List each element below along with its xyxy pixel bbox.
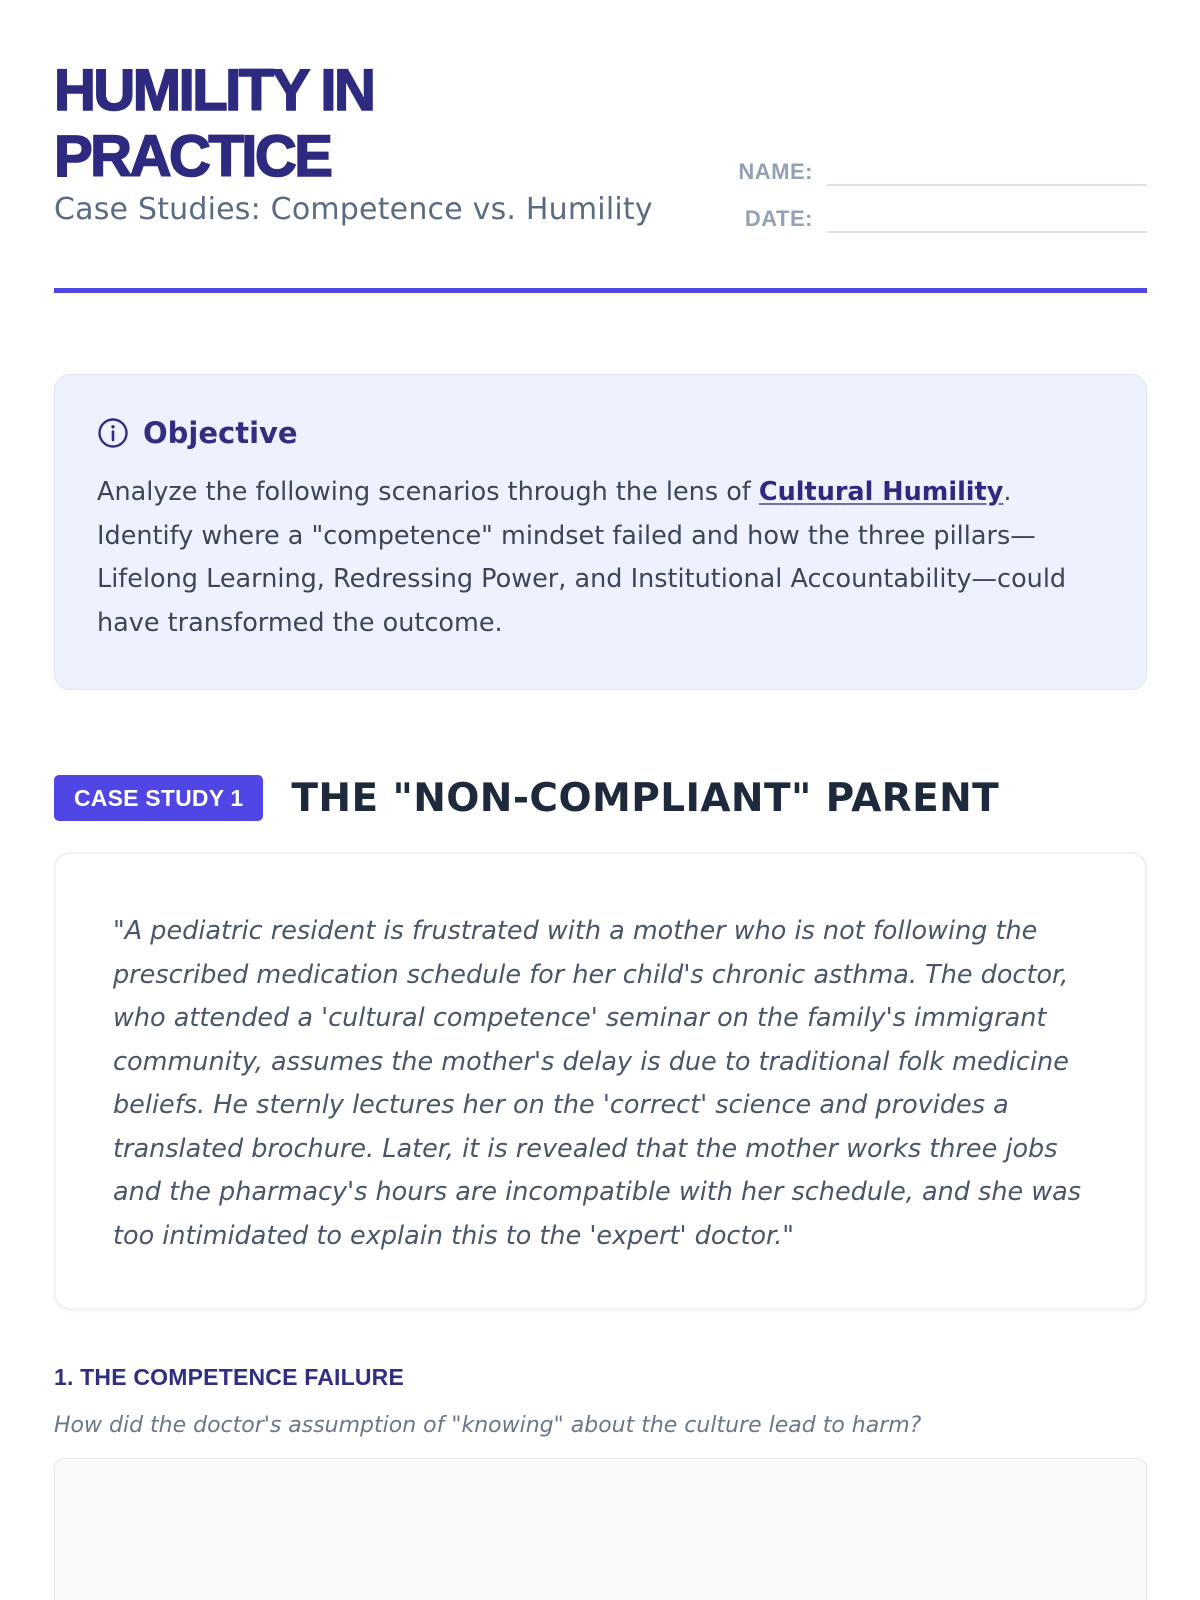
page-title xyxy=(54,58,514,190)
objective-title: Objective xyxy=(143,416,298,450)
case-study-title: THE "NON-COMPLIANT" PARENT xyxy=(291,775,1000,821)
page-subtitle: Case Studies: Competence vs. Humility xyxy=(54,192,653,227)
header-divider xyxy=(54,288,1147,293)
name-label: NAME: xyxy=(738,159,813,184)
scenario-card xyxy=(54,852,1147,1310)
objective-heading xyxy=(97,415,1104,451)
question-prompt: How did the doctor's assumption of "knowing" about the culture lead to harm? xyxy=(54,1413,922,1438)
objective-text-end: . Identify where a "competence" mindset failed and how the three pillars—Lifelong Learning, Redressing Power, and Institutional Accountability—could have transformed the outcome. xyxy=(97,477,1067,638)
title-line-2: PRACTICE xyxy=(54,124,331,189)
objective-emphasis: Cultural Humility xyxy=(758,477,1004,507)
case-study-heading xyxy=(54,774,1147,822)
scenario-text: "A pediatric resident is frustrated with a mother who is not following the prescribed medication schedule for her child's chronic asthma. The doctor, who attended a 'cultural competence' seminar on the family's immigrant community, assumes the mother's delay is due to traditional folk medicine beliefs. He sternly lectures her on the 'correct' science and provides a translated brochure. Later, it is revealed that the mother works three jobs and the pharmacy's hours are incompatible with her schedule, and she was too intimidated to explain this to the 'expert' doctor." xyxy=(113,916,1082,1251)
title-line-1: HUMILITY IN xyxy=(54,58,374,123)
objective-text-start: Analyze the following scenarios through the lens of xyxy=(97,477,759,507)
student-fields xyxy=(717,154,1147,248)
info-icon xyxy=(97,417,129,449)
question-title: 1. THE COMPETENCE FAILURE xyxy=(54,1364,405,1390)
date-field-row xyxy=(717,201,1147,233)
objective-text xyxy=(97,471,1104,645)
date-field[interactable] xyxy=(827,203,1147,233)
date-label: DATE: xyxy=(744,206,813,231)
name-field[interactable] xyxy=(827,156,1147,186)
objective-box xyxy=(54,374,1147,690)
answer-area[interactable] xyxy=(54,1458,1147,1600)
name-field-row xyxy=(717,154,1147,186)
case-study-badge: CASE STUDY 1 xyxy=(54,775,263,821)
worksheet-page xyxy=(54,0,1147,1600)
worksheet-header xyxy=(54,58,1147,258)
